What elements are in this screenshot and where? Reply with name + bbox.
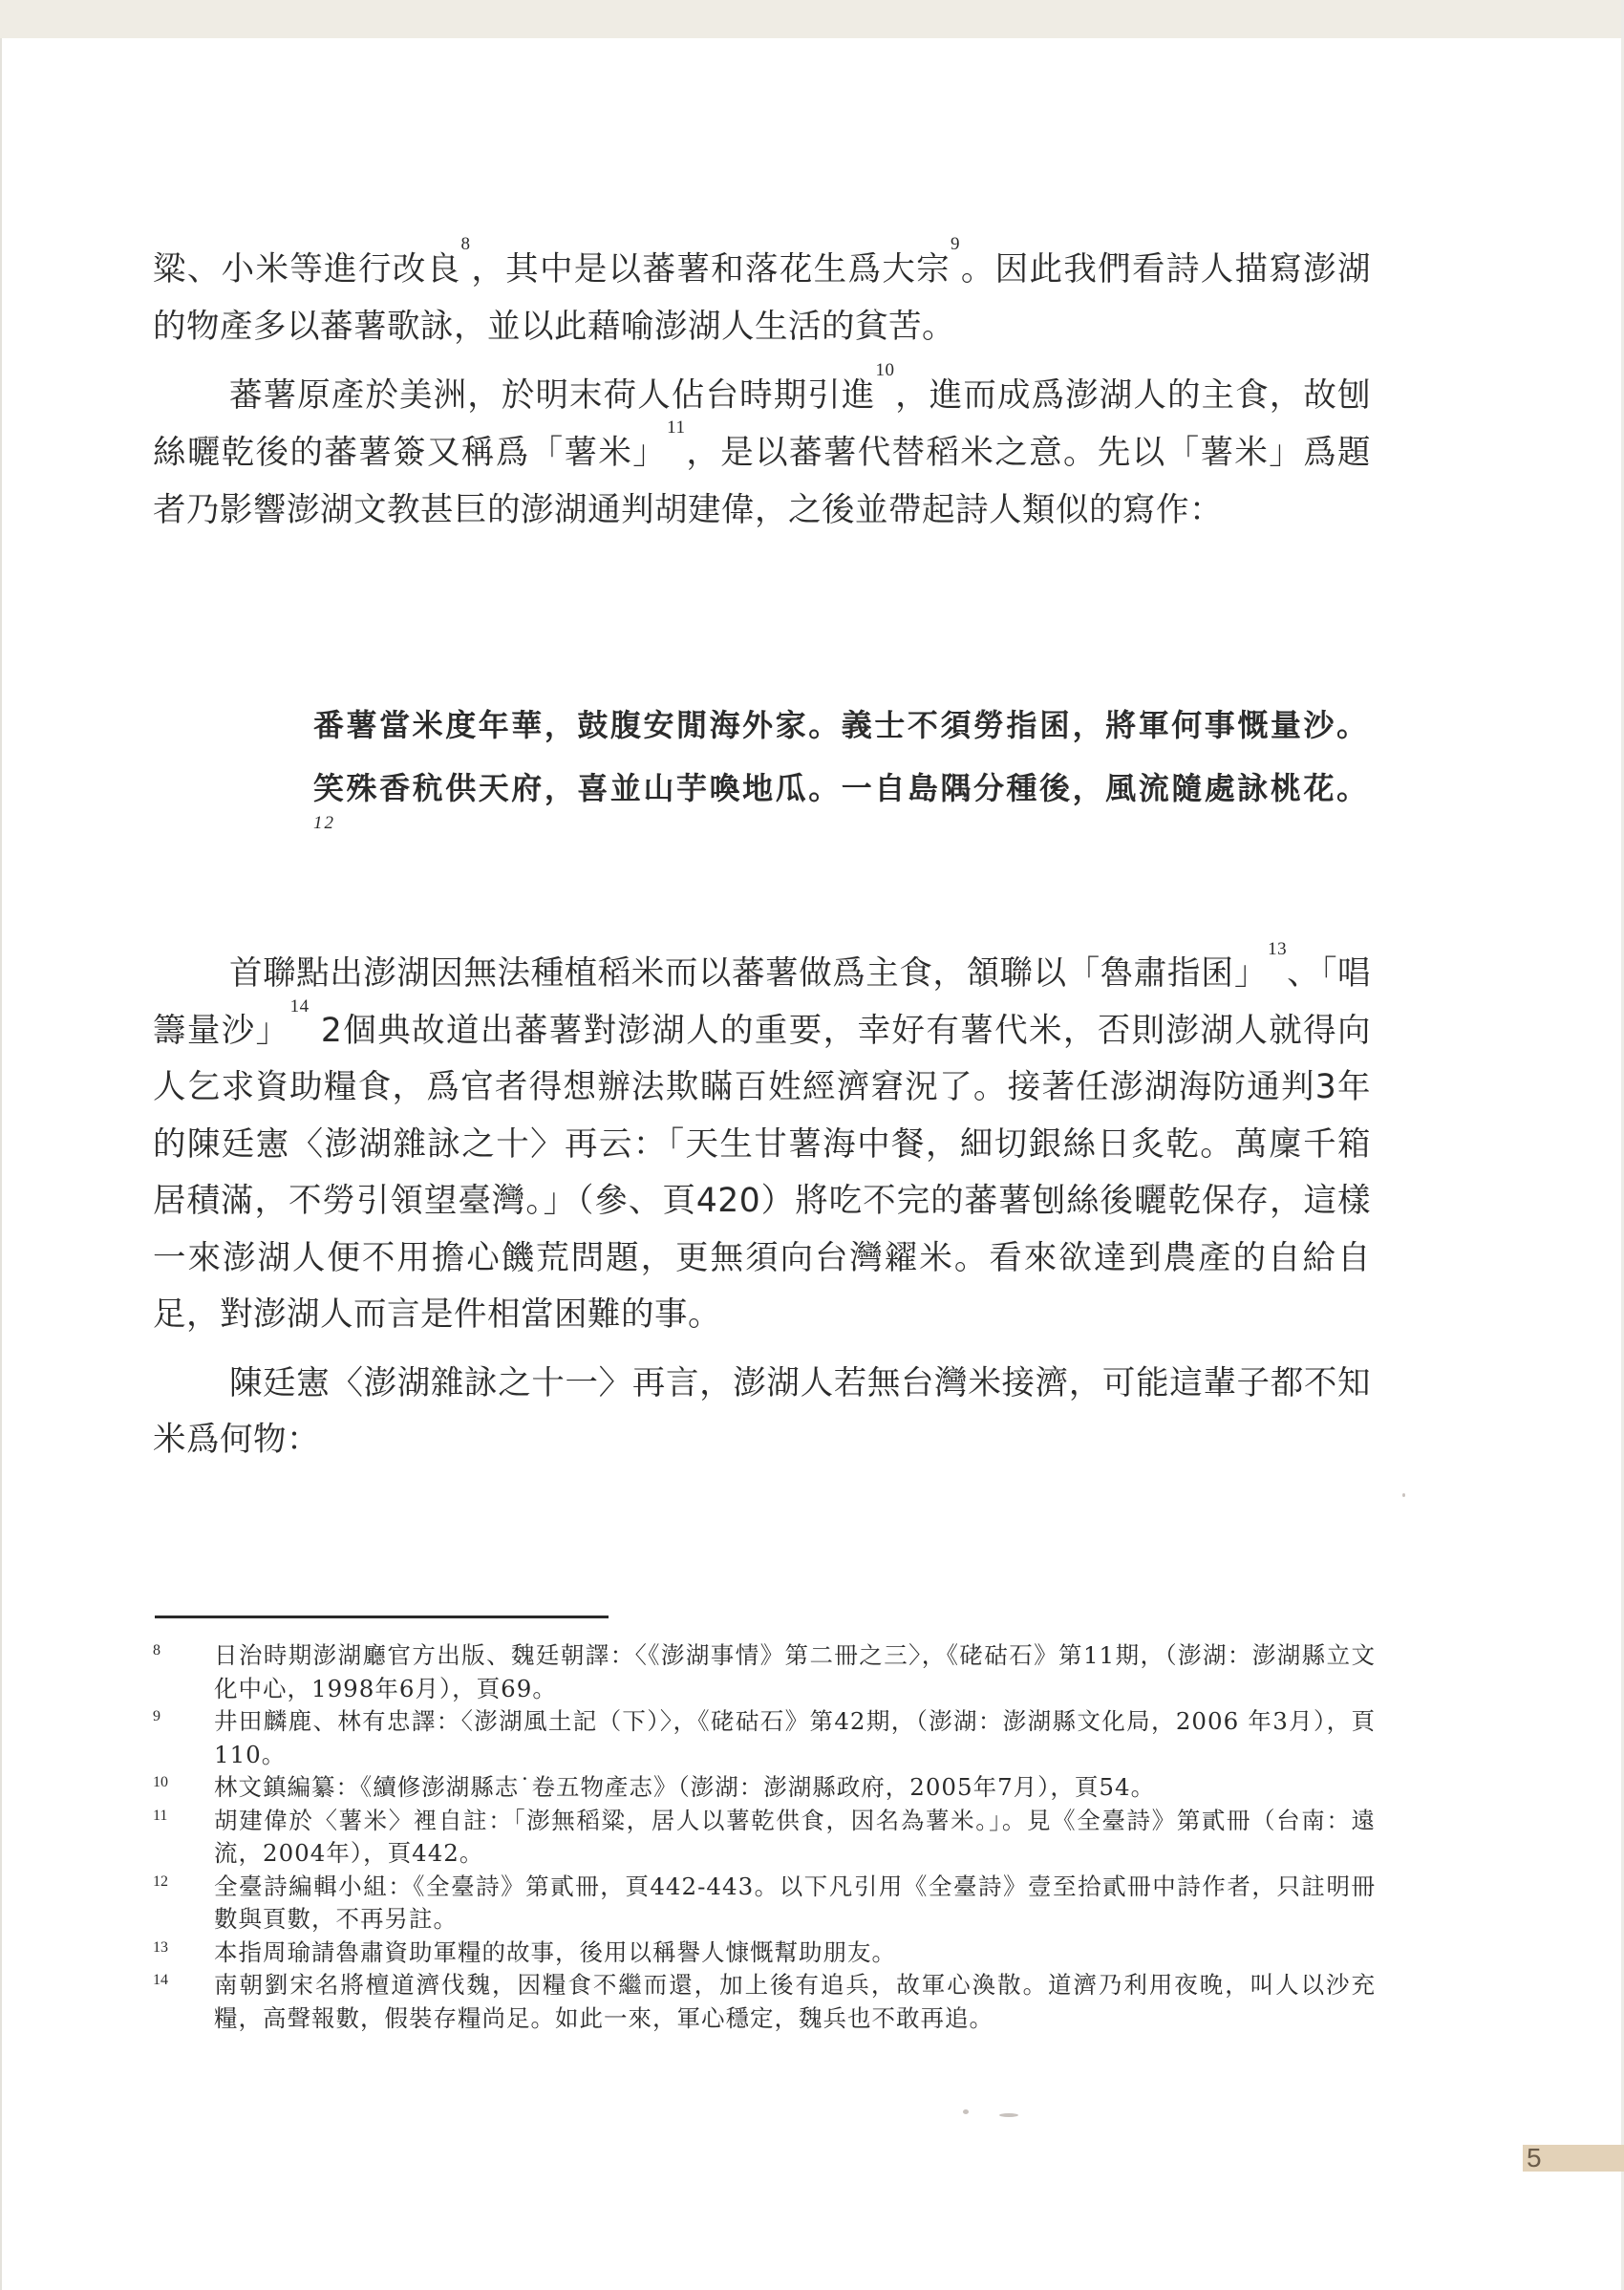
paragraph-4 [153, 1356, 1371, 1469]
footnote-number: 10 [153, 1774, 168, 1790]
footnote-text: 南朝劉宋名將檀道濟伐魏，因糧食不繼而還，加上後有追兵，故軍心渙散。道濟乃利用夜晚，叫人以沙充糧，高聲報數，假裝存糧尚足。如此一來，軍心穩定，魏兵也不敢再追。 [214, 1971, 1376, 2032]
footnote-separator [155, 1616, 609, 1618]
footnote-ref-13[interactable]: 13 [1268, 939, 1288, 959]
page-number: 5 [1527, 2143, 1542, 2172]
footnote-item [153, 1639, 1376, 1705]
footnote-ref-14[interactable]: 14 [289, 995, 310, 1017]
page-number-tab [1523, 2145, 1624, 2172]
footnote-text: 林文鎮編纂：《續修澎湖縣志˙卷五物產志》（澎湖：澎湖縣政府，2005年7月），頁54。 [214, 1773, 1156, 1801]
footnote-ref-10[interactable]: 10 [875, 360, 895, 380]
footnote-text: 全臺詩編輯小組：《全臺詩》第貳冊，頁442-443。以下凡引用《全臺詩》壹至拾貳冊中詩作者，只註明冊數與頁數，不再另註。 [214, 1872, 1376, 1933]
footnote-item [153, 1871, 1376, 1937]
footnote-ref-11[interactable]: 11 [667, 417, 686, 438]
paragraph-3-text-b: 、「唱籌量沙」 [153, 954, 1372, 1050]
footnote-item [153, 1969, 1376, 2035]
footnote-text: 本指周瑜請魯肅資助軍糧的故事，後用以稱譽人慷慨幫助朋友。 [214, 1937, 896, 1966]
paragraph-1-text-a: 粱、小米等進行改良 [153, 250, 461, 289]
footnote-number: 14 [153, 1972, 168, 1988]
paragraph-3 [153, 939, 1372, 1344]
poem-blockquote [313, 694, 1369, 883]
paragraph-1-text-b: ，其中是以蕃薯和落花生爲大宗 [470, 250, 951, 289]
scan-top-band [0, 0, 1624, 38]
footnote-item [153, 1771, 1376, 1805]
scan-speck [963, 2109, 969, 2114]
scan-left-edge [0, 38, 2, 2290]
footnote-text: 胡建偉於〈薯米〉裡自註：「澎無稻粱，居人以薯乾供食，因名為薯米。」。見《全臺詩》第貳冊（台南：遠流，2004年），頁442。 [214, 1806, 1376, 1867]
footnote-ref-12[interactable]: 12 [313, 813, 335, 833]
paragraph-3-text-c: 2個典故道出蕃薯對澎湖人的重要，幸好有薯代米，否則澎湖人就得向人乞求資助糧食，爲官者得想辦法欺瞞百姓經濟窘況了。接著任澎湖海防通判3年的陳廷憲〈澎湖雜詠之十〉再云：「天生甘薯海中餐，細切銀絲日炙乾。萬廩千箱居積滿，不勞引領望臺灣。」（參、頁420）將吃不完的蕃薯刨絲後曬乾保存，這樣一來澎湖人便不用擔心饑荒問題，更無須向台灣糴米。看來欲達到農產的自給自足，對澎湖人而言是件相當困難的事。 [153, 1011, 1372, 1334]
footnote-text: 井田麟鹿、林有忠譯：〈澎湖風土記（下）〉，《硓𥑮石》第42期，（澎湖：澎湖縣文化局，2006 年3月），頁110。 [214, 1707, 1376, 1768]
paragraph-3-text-a: 首聯點出澎湖因無法種植稻米而以蕃薯做爲主食，頷聯以「魯肅指囷」 [229, 954, 1269, 993]
body-text-upper [153, 234, 1372, 550]
paragraph-2 [153, 360, 1372, 539]
scan-speck [1402, 1493, 1405, 1497]
footnotes-list [153, 1639, 1376, 2035]
footnote-number: 9 [153, 1708, 160, 1724]
footnote-item [153, 1705, 1376, 1771]
body-text-lower [153, 939, 1372, 1481]
footnote-number: 8 [153, 1642, 160, 1659]
footnote-ref-9[interactable]: 9 [951, 234, 960, 254]
footnote-item [153, 1937, 1376, 1970]
footnote-number: 11 [153, 1807, 168, 1824]
footnote-number: 12 [153, 1873, 168, 1890]
paragraph-1 [153, 234, 1371, 355]
paragraph-4-text: 陳廷憲〈澎湖雜詠之十一〉再言，澎湖人若無台灣米接濟，可能這輩子都不知米爲何物： [153, 1363, 1371, 1459]
poem-text: 番薯當米度年華，鼓腹安閒海外家。義士不須勞指囷，將軍何事慨量沙。笑殊香秔供天府，喜並山芋喚地瓜。一自島隅分種後，風流隨處詠桃花。 [313, 707, 1369, 806]
footnote-number: 13 [153, 1938, 168, 1956]
paragraph-1-text-c: 。因此我們看詩人描寫澎湖的物產多以蕃薯歌詠，並以此藉喻澎湖人生活的貧苦。 [153, 250, 1371, 346]
paragraph-2-text-a: 蕃薯原產於美洲，於明末荷人佔台時期引進 [229, 376, 876, 415]
footnote-ref-8[interactable]: 8 [460, 234, 471, 254]
paragraph-2-text-c: ，是以蕃薯代替稻米之意。先以「薯米」爲題者乃影響澎湖文教甚巨的澎湖通判胡建偉，之後並帶起詩人類似的寫作： [153, 434, 1372, 529]
paragraph-2-text-b: ，進而成爲澎湖人的主食，故刨絲曬乾後的蕃薯簽又稱爲「薯米」 [153, 376, 1371, 472]
scan-speck [999, 2113, 1018, 2117]
footnote-text: 日治時期澎湖廳官方出版、魏廷朝譯：〈《澎湖事情》第二冊之三〉，《硓𥑮石》第11期，（澎湖：澎湖縣立文化中心，1998年6月），頁69。 [214, 1641, 1376, 1702]
footnote-item [153, 1805, 1376, 1871]
